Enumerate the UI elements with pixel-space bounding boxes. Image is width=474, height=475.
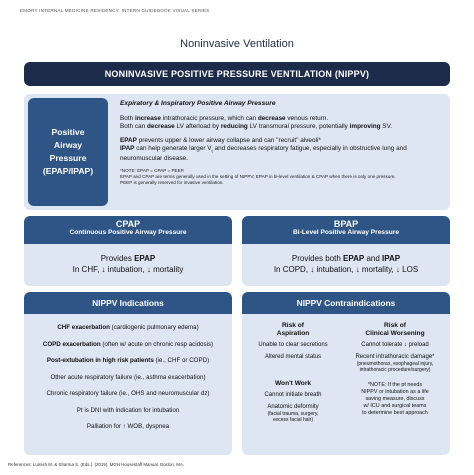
worsening-detail: (pneumothorax, esophageal injury, intrathoracic procedure/surgery) bbox=[356, 361, 434, 373]
pap-line-venous-return: Both increase intrathoracic pressure, which can decrease venous return. bbox=[120, 115, 329, 123]
list-item: Pt is DNI with indication for intubation bbox=[76, 406, 180, 414]
pap-line-ipap: IPAP can help generate larger $V_t$ and decreases respiratory fatigue, especially in obstructive lung and neuromuscular disease. bbox=[120, 144, 407, 163]
pap-label-line: Airway bbox=[53, 140, 83, 150]
list-item: Chronic respiratory failure (ie., OHS and neuromuscular dz) bbox=[46, 390, 210, 397]
pap-label-line: Pressure bbox=[49, 153, 87, 163]
page-title: Noninvasive Ventilation bbox=[180, 38, 294, 50]
pap-content bbox=[120, 100, 444, 186]
pap-label bbox=[28, 98, 108, 206]
aspiration-item: Altered mental status bbox=[264, 353, 322, 360]
series-label: EMORY INTERNAL MEDICINE RESIDENCY: INTERN GUIDEBOOK VISUAL SERIES bbox=[20, 8, 210, 13]
list-item: Post-extubation in high risk patients (ie., CHF or COPD) bbox=[46, 357, 210, 364]
cpap-card bbox=[24, 216, 232, 286]
wont-work-column bbox=[244, 380, 342, 423]
pap-label-line: Positive bbox=[51, 127, 85, 137]
indications-card bbox=[24, 292, 232, 455]
bpap-card bbox=[242, 216, 450, 286]
aspiration-heading: Risk of Aspiration bbox=[276, 322, 310, 337]
wont-work-item: Anatomic deformity bbox=[267, 403, 319, 410]
worsening-heading: Risk of Clinical Worsening bbox=[365, 322, 425, 337]
bpap-subtitle: Bi-Level Positive Airway Pressure bbox=[292, 229, 400, 236]
contraindications-note: *NOTE: If the pt needs NIPPV or intubation as a life saving measure, discuss w/ ICU and surgical teams to determine best approach bbox=[361, 382, 429, 416]
indications-list bbox=[24, 314, 232, 440]
bpap-uses: In COPD, ↓ intubation, ↓ mortality, ↓ LOS bbox=[273, 265, 419, 274]
wont-work-detail: (facial trauma, surgery, excess facial hair) bbox=[267, 411, 319, 423]
wont-work-heading: Won't Work bbox=[274, 380, 312, 387]
contraindications-title: NIPPV Contraindications bbox=[242, 292, 450, 314]
pap-panel bbox=[24, 94, 450, 210]
bpap-provides: Provides both EPAP and IPAP bbox=[291, 254, 401, 263]
cpap-provides: Provides EPAP bbox=[100, 254, 156, 263]
bpap-header bbox=[242, 216, 450, 244]
pap-label-line: (EPAP/IPAP) bbox=[42, 166, 94, 176]
pap-note: *NOTE: EPAP = CPAP = PEEP. EPAP and CPAP are terms generally used in the setting of NIPPV; EPAP in bi-level ventilation & CPAP when there is only one pressure. PEEP is generally reserved for invasive ventilation. bbox=[120, 167, 396, 185]
pap-line-epap: EPAP prevents upper & lower airway collapse and can "recruit" alveoli* bbox=[120, 136, 321, 144]
cpap-header bbox=[24, 216, 232, 244]
cpap-subtitle: Continuous Positive Airway Pressure bbox=[69, 229, 187, 236]
pap-line-afterload: Both can decrease LV afterload by reducing LV transmural pressure, potentially improving SV. bbox=[120, 123, 393, 131]
aspiration-column bbox=[244, 322, 342, 361]
indications-title: NIPPV Indications bbox=[24, 292, 232, 314]
references: References: Lumish M. & Sharma S. (Eds.). (2019). MGH Housestaff Manual. Boston, MA. bbox=[8, 462, 185, 467]
worsening-item: Cannot tolerate ↓ preload bbox=[361, 342, 429, 348]
list-item: Palliation for ↑ WOB, dyspnea bbox=[86, 423, 170, 430]
list-item: COPD exacerbation (often w/ acute on chronic resp acidosis) bbox=[42, 340, 214, 348]
pap-heading: Expiratory & Inspiratory Positive Airway Pressure bbox=[120, 100, 276, 107]
list-item: Other acute respiratory failure (ie., asthma exacerbation) bbox=[50, 373, 206, 381]
contraindications-card bbox=[242, 292, 450, 455]
cpap-body bbox=[24, 244, 232, 275]
bpap-title: BPAP bbox=[333, 219, 359, 229]
aspiration-item: Unable to clear secretions bbox=[258, 342, 328, 348]
worsening-column bbox=[342, 322, 448, 417]
cpap-title: CPAP bbox=[115, 219, 141, 229]
main-banner: NONINVASIVE POSITIVE PRESSURE VENTILATION (NIPPV) bbox=[24, 62, 450, 86]
worsening-item: Recent intrathoracic damage* bbox=[355, 353, 435, 360]
wont-work-item: Cannot initiate breath bbox=[264, 392, 322, 398]
list-item: CHF exacerbation (cardiogenic pulmonary edema) bbox=[57, 324, 199, 331]
cpap-uses: In CHF, ↓ intubation, ↓ mortality bbox=[72, 265, 184, 274]
bpap-body bbox=[242, 244, 450, 275]
